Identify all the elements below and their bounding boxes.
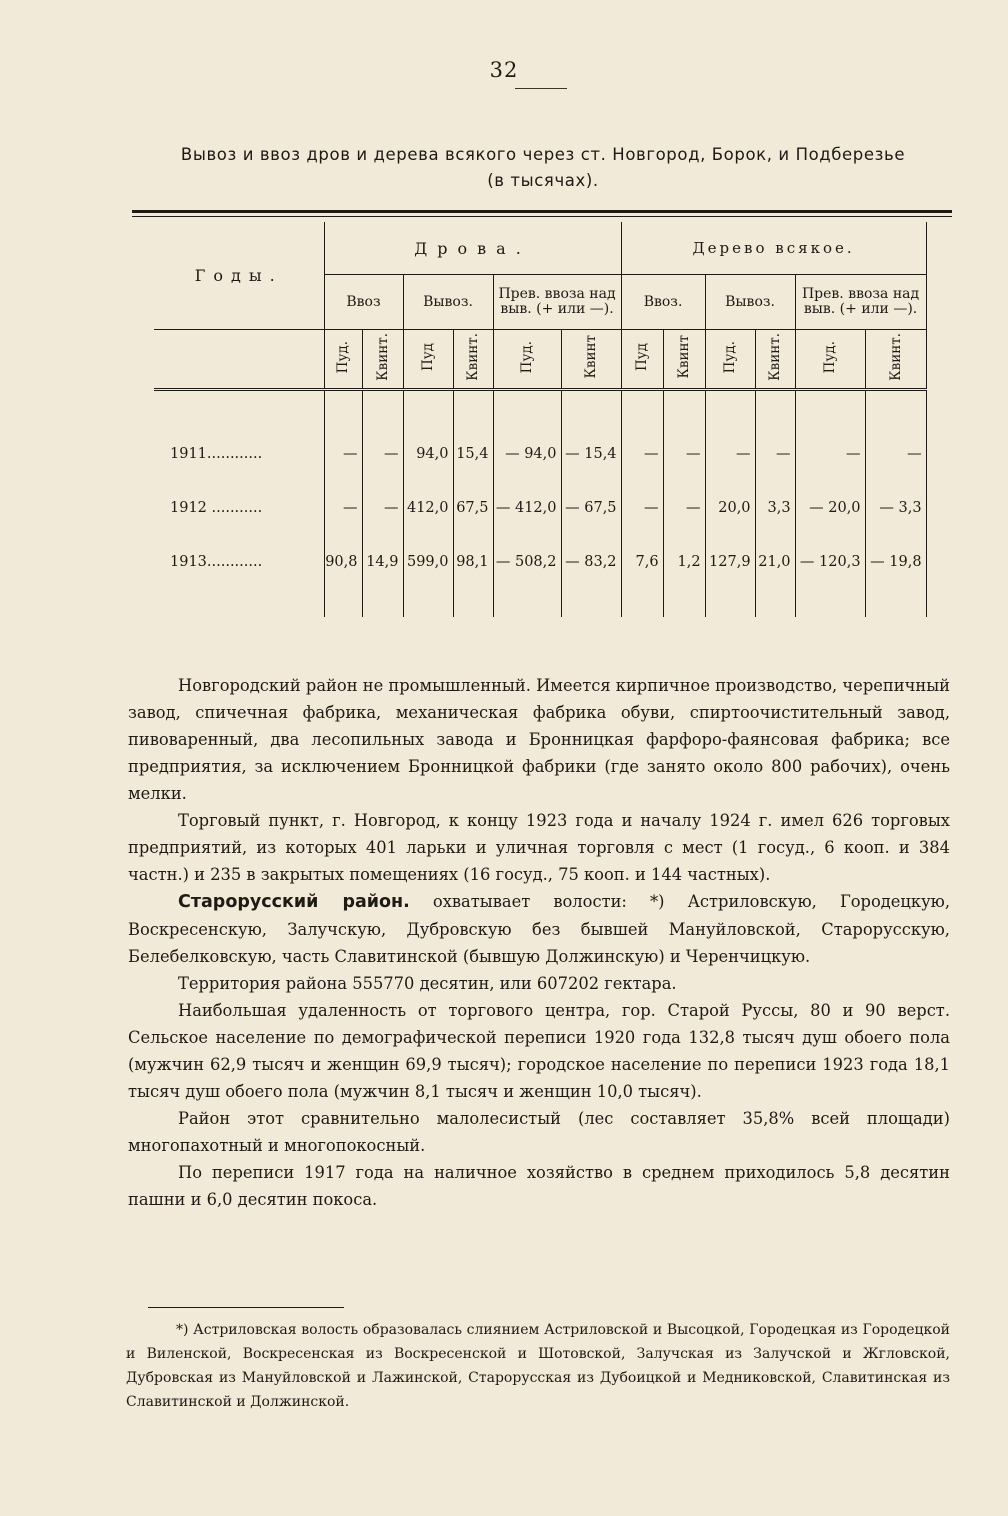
table-title-line1: Вывоз и ввоз дров и дерева всякого через ст. Новгород, Борок, и Подберезье (180, 145, 906, 164)
unit-header (403, 330, 453, 390)
body-text (128, 672, 950, 1213)
unit-label: Квинт. (767, 333, 784, 381)
value-cell: — 412,0 (493, 481, 561, 535)
timber-balance-header: Прев. ввоза над выв. (+ или —). (795, 275, 926, 330)
unit-header (561, 330, 621, 390)
unit-label: Пуд. (335, 340, 351, 374)
value-cell: — (621, 427, 663, 481)
unit-label: Квинт. (465, 333, 481, 381)
value-cell: 20,0 (705, 481, 755, 535)
footnote-rule (148, 1307, 344, 1308)
page-number-rule (515, 88, 567, 89)
paragraph: Новгородский район не промышленный. Имеется кирпичное производство, черепичный завод, спичечная фабрика, механическая фабрика обуви, спиртоочистительный завод, пивоваренный, два лесопильных завода и Бронницкая фарфоро-фаянсовая фабрика; все предприятия, за исключением Бронницкой фабрики (где занято около 800 рабочих), очень мелки. (128, 676, 950, 803)
value-cell: 15,4 (453, 427, 493, 481)
value-cell: 127,9 (705, 535, 755, 589)
value-cell: 3,3 (755, 481, 795, 535)
firewood-import-header: Ввоз (324, 275, 403, 330)
firewood-export-header: Вывоз. (403, 275, 493, 330)
value-cell: — 67,5 (561, 481, 621, 535)
unit-label: Пуд. (722, 340, 739, 374)
unit-header (705, 330, 755, 390)
value-cell: — (362, 427, 403, 481)
paragraph-text: охватывает волости: *) Астриловскую, Городецкую, Воскресенскую, Залучскую, Дубровскую без бывшей Мануйловской, Старорусскую, Белебелковскую, часть Славитинской (бывшую Должинскую) и Черенчицкую. (128, 892, 950, 966)
value-cell: — 94,0 (493, 427, 561, 481)
footnote-text: *) Астриловская волость образовалась слиянием Астриловской и Высоцкой, Городецкая из Городецкой и Виленской, Воскресенская из Воскресенской и Шотовской, Залучская из Залучской и Жгловской, Дубровская из Мануйловской и Лажинской, Старорусская из Дубоицкой и Медниковской, Славитинская из Славитинской и Должинской. (126, 1322, 950, 1410)
table-row (154, 481, 926, 535)
value-cell: 98,1 (453, 535, 493, 589)
unit-label: Квинт. (887, 333, 904, 381)
table-top-rule-thin (132, 216, 952, 217)
value-cell: — 19,8 (865, 535, 926, 589)
value-cell: 94,0 (403, 427, 453, 481)
unit-label: Пуд (420, 342, 436, 372)
paragraph: Район этот сравнительно малолесистый (лес составляет 35,8% всей площади) многопахотный и многопокосный. (128, 1109, 950, 1155)
value-cell: — 3,3 (865, 481, 926, 535)
unit-label: Квинт. (374, 333, 391, 381)
unit-header (663, 330, 705, 390)
value-cell: — (663, 481, 705, 535)
table-row (154, 427, 926, 481)
page-number: 32 (489, 58, 519, 82)
value-cell: — 20,0 (795, 481, 865, 535)
year-cell: 1913............ (154, 535, 324, 589)
value-cell: — (795, 427, 865, 481)
unit-label: Квинт (583, 335, 600, 379)
value-cell: — 83,2 (561, 535, 621, 589)
table-bottom-spacer (154, 589, 926, 617)
value-cell: 599,0 (403, 535, 453, 589)
value-cell: — (755, 427, 795, 481)
wood-transport-table (154, 222, 927, 617)
table-spacer-row (154, 390, 926, 428)
value-cell: — (362, 481, 403, 535)
timber-import-header: Ввоз. (621, 275, 705, 330)
value-cell: — (324, 481, 362, 535)
value-cell: — (324, 427, 362, 481)
timber-group-header: Дерево всякое. (621, 222, 926, 275)
paragraph: Наибольшая удаленность от торгового центра, гор. Старой Руссы, 80 и 90 верст. Сельское население по демографической переписи 1920 года 132,8 тысяч душ обоего пола (мужчин 62,9 тысяч и женщин 69,9 тысяч); городское население по переписи 1923 года 18,1 тысяч душ обоего пола (мужчин 8,1 тысяч и женщин 10,0 тысяч). (128, 1001, 950, 1101)
value-cell: — (865, 427, 926, 481)
value-cell: 21,0 (755, 535, 795, 589)
unit-header (621, 330, 663, 390)
district-heading: Старорусский район. (178, 892, 410, 912)
paragraph: Торговый пункт, г. Новгород, к концу 1923 года и началу 1924 г. имел 626 торговых предприятий, из которых 401 ларьки и уличная торговля с мест (1 госуд., 6 кооп. и 384 частн.) и 235 в закрытых помещениях (16 госуд., 75 кооп. и 144 частных). (128, 811, 950, 884)
value-cell: 1,2 (663, 535, 705, 589)
value-cell: 412,0 (403, 481, 453, 535)
table-title-line2: (в тысячах). (487, 171, 599, 190)
firewood-balance-header: Прев. ввоза над выв. (+ или —). (493, 275, 621, 330)
unit-header (795, 330, 865, 390)
value-cell: 67,5 (453, 481, 493, 535)
value-cell: 14,9 (362, 535, 403, 589)
value-cell: 90,8 (324, 535, 362, 589)
paragraph (128, 888, 950, 970)
timber-export-header: Вывоз. (705, 275, 795, 330)
table-row (154, 535, 926, 589)
unit-header (362, 330, 403, 390)
value-cell: 7,6 (621, 535, 663, 589)
unit-header (493, 330, 561, 390)
unit-header (453, 330, 493, 390)
value-cell: — (705, 427, 755, 481)
value-cell: — 508,2 (493, 535, 561, 589)
unit-header (755, 330, 795, 390)
firewood-group-header: Дрова. (324, 222, 621, 275)
table-title (0, 142, 1008, 194)
year-cell: 1912 ........... (154, 481, 324, 535)
value-cell: — 120,3 (795, 535, 865, 589)
paragraph: Территория района 555770 десятин, или 607202 гектара. (178, 974, 677, 993)
unit-header (865, 330, 926, 390)
value-cell: — (663, 427, 705, 481)
years-header: Годы. (154, 222, 324, 330)
unit-label: Пуд (634, 342, 651, 372)
unit-label: Пуд. (822, 340, 839, 374)
value-cell: — (621, 481, 663, 535)
unit-label: Квинт (676, 335, 693, 379)
years-unit-spacer (154, 330, 324, 390)
table-top-rule (132, 210, 952, 213)
unit-label: Пуд. (519, 340, 535, 374)
unit-header (324, 330, 362, 390)
value-cell: — 15,4 (561, 427, 621, 481)
footnote (126, 1318, 950, 1414)
year-cell: 1911............ (154, 427, 324, 481)
paragraph: По переписи 1917 года на наличное хозяйство в среднем приходилось 5,8 десятин пашни и 6,0 десятин покоса. (128, 1163, 950, 1209)
